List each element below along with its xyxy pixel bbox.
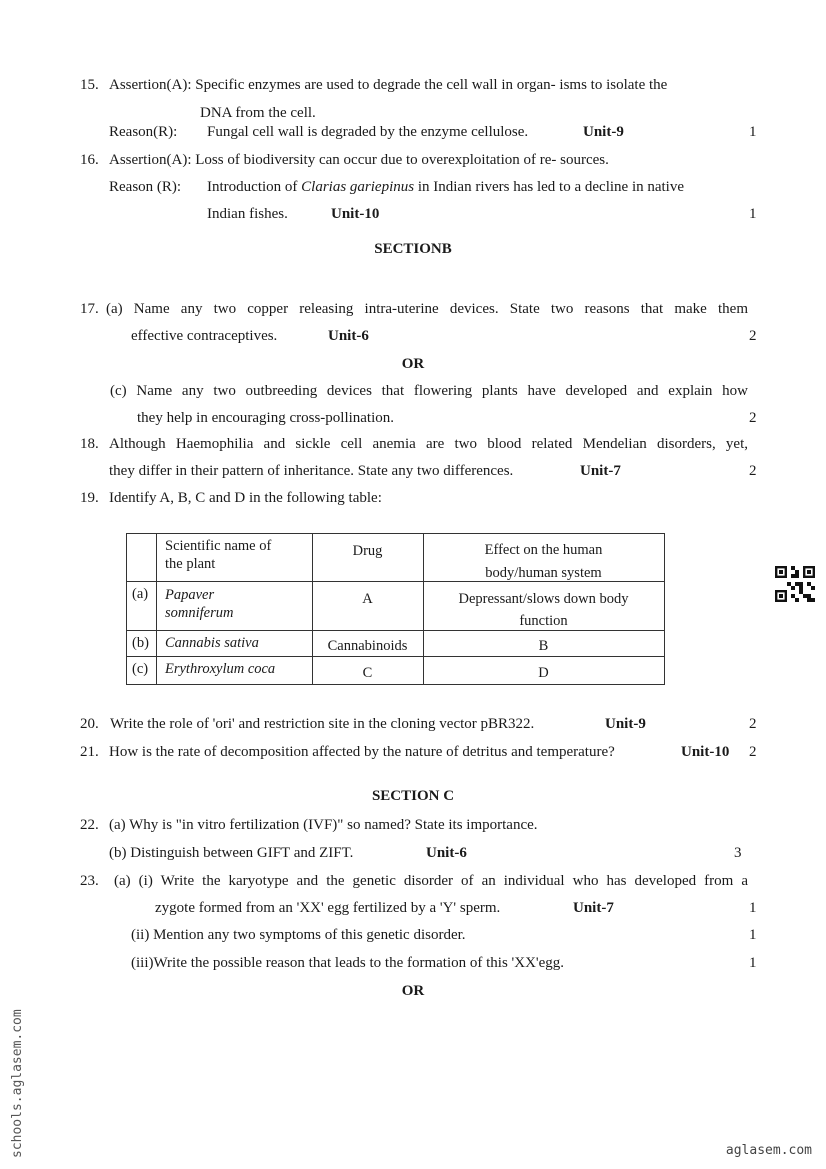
q15-reason-label: Reason(R): — [109, 124, 178, 140]
q23-ai-marks: 1 — [749, 900, 757, 916]
q20-marks: 2 — [749, 716, 757, 732]
q22-part-b: (b) Distinguish between GIFT and ZIFT. — [109, 845, 354, 861]
q22-marks: 3 — [734, 845, 742, 861]
header-plant-line1: Scientific name of — [165, 538, 272, 554]
q16-reason-pre: Introduction of — [207, 179, 302, 195]
footer-watermark: aglasem.com — [725, 1143, 812, 1158]
drug-table — [126, 533, 666, 685]
q18-unit: Unit-7 — [580, 463, 621, 479]
q15-assertion-cont: DNA from the cell. — [200, 105, 316, 121]
q17-alt-marks: 2 — [749, 410, 757, 426]
q18-text: Although Haemophilia and sickle cell anemia are two blood related Mendelian disorders, yet, — [109, 436, 748, 452]
row-b-drug: Cannabinoids — [327, 638, 408, 654]
q23-unit: Unit-7 — [573, 900, 614, 916]
q17-part-c-cont: they help in encouraging cross-pollination. — [137, 410, 395, 426]
row-a-plant-cont: somniferum — [165, 605, 234, 621]
q22-part-a: (a) Why is "in vitro fertilization (IVF)" so named? State its importance. — [109, 817, 538, 833]
row-a-label: (a) — [132, 586, 149, 602]
q15-number: 15. — [80, 77, 99, 93]
q18-text-cont: they differ in their pattern of inheritance. State any two differences. — [109, 463, 514, 479]
q21-number: 21. — [80, 744, 99, 760]
q23-part-a-i-cont: zygote formed from an 'XX' egg fertilized by a 'Y' sperm. — [155, 900, 501, 916]
row-c-drug: C — [362, 665, 373, 681]
q16-reason-text — [207, 178, 684, 196]
row-c-effect: D — [538, 665, 549, 681]
side-watermark: schools.aglasem.com — [10, 1009, 25, 1158]
q15-assertion: Assertion(A): Specific enzymes are used to degrade the cell wall in organ- isms to isolate the — [109, 77, 668, 93]
row-a-effect: Depressant/slows down body — [458, 591, 629, 607]
q19-number: 19. — [80, 490, 99, 506]
q17-unit: Unit-6 — [328, 328, 369, 344]
q16-species: Clarias gariepinus — [301, 179, 415, 195]
row-b-label: (b) — [132, 635, 149, 651]
q23-or: OR — [401, 983, 425, 999]
q19-text: Identify A, B, C and D in the following table: — [109, 490, 382, 506]
header-plant-line2: the plant — [165, 556, 216, 572]
q18-number: 18. — [80, 436, 99, 452]
q17-part-a-cont: effective contraceptives. — [131, 328, 278, 344]
q17-part-a: (a) Name any two copper releasing intra-uterine devices. State two reasons that make them — [106, 301, 748, 317]
q23-part-a-iii: (iii)Write the possible reason that leads to the formation of this 'XX'egg. — [131, 955, 565, 971]
q22-number: 22. — [80, 817, 99, 833]
q15-unit: Unit-9 — [583, 124, 624, 140]
q20-unit: Unit-9 — [605, 716, 646, 732]
q16-number: 16. — [80, 152, 99, 168]
row-b-plant: Cannabis sativa — [165, 635, 259, 651]
row-a-drug: A — [362, 591, 373, 607]
q20-number: 20. — [80, 716, 99, 732]
q21-unit: Unit-10 — [681, 744, 730, 760]
row-c-plant: Erythroxylum coca — [165, 661, 276, 677]
q23-number: 23. — [80, 873, 99, 889]
q23-part-a-ii: (ii) Mention any two symptoms of this genetic disorder. — [131, 927, 466, 943]
qr-code-icon — [775, 566, 815, 602]
q23-aiii-marks: 1 — [749, 955, 757, 971]
q16-reason-label: Reason (R): — [109, 179, 182, 195]
q21-marks: 2 — [749, 744, 757, 760]
q17-or: OR — [401, 356, 425, 372]
header-effect-line2: body/human system — [485, 565, 602, 581]
row-c-label: (c) — [132, 661, 149, 677]
q17-part-c: (c) Name any two outbreeding devices that flowering plants have developed and explain how — [110, 383, 748, 399]
row-b-effect: B — [538, 638, 549, 654]
q15-marks: 1 — [749, 124, 757, 140]
q20-text: Write the role of 'ori' and restriction site in the cloning vector pBR322. — [110, 716, 535, 732]
q16-unit: Unit-10 — [331, 206, 380, 222]
q23-aii-marks: 1 — [749, 927, 757, 943]
q16-reason-cont: Indian fishes. — [207, 206, 288, 222]
row-a-effect-cont: function — [519, 613, 568, 629]
section-b-heading: SECTIONB — [374, 241, 452, 257]
q18-marks: 2 — [749, 463, 757, 479]
header-effect-line1: Effect on the human — [484, 542, 603, 558]
section-c-heading: SECTION C — [371, 788, 455, 804]
q17-number: 17. — [80, 301, 99, 317]
q17-marks: 2 — [749, 328, 757, 344]
header-drug: Drug — [352, 543, 383, 559]
q23-part-a-i: (a) (i) Write the karyotype and the genetic disorder of an individual who has developed from a — [114, 873, 748, 889]
q22-unit: Unit-6 — [426, 845, 467, 861]
q16-marks: 1 — [749, 206, 757, 222]
q21-text: How is the rate of decomposition affected by the nature of detritus and temperature? — [109, 744, 615, 760]
row-a-plant: Papaver — [165, 587, 215, 603]
q16-reason-post: in Indian rivers has led to a decline in native — [414, 179, 685, 195]
q15-reason-text: Fungal cell wall is degraded by the enzyme cellulose. — [207, 124, 529, 140]
q16-assertion: Assertion(A): Loss of biodiversity can occur due to overexploitation of re- sources. — [109, 152, 609, 168]
